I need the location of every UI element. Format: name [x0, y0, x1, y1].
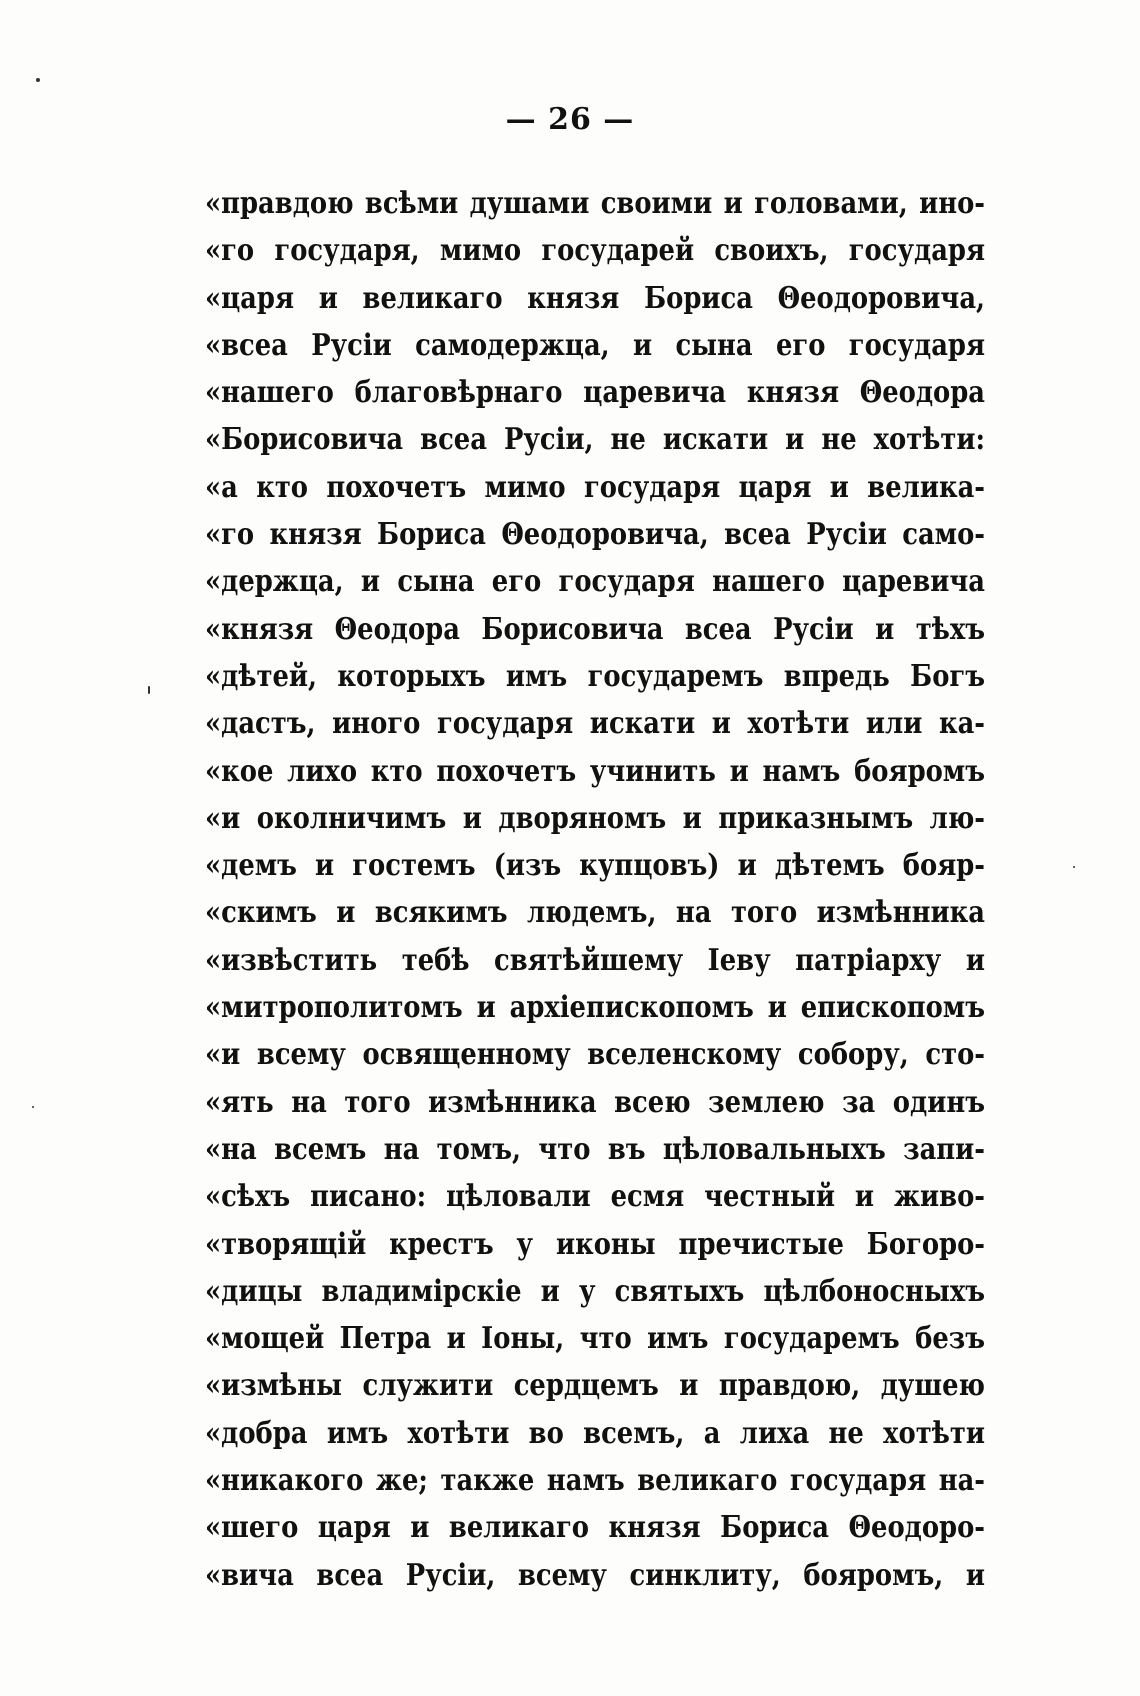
text-line: «Борисовича всеа Русіи, не искати и не хотѣти: — [205, 422, 986, 458]
text-line: «вича всеа Русіи, всему синклиту, бояромъ, и — [205, 1557, 986, 1593]
scan-speck — [36, 78, 40, 82]
text-line: «держца, и сына его государя нашего царевича — [205, 564, 986, 600]
text-line: «правдою всѣми душами своими и головами, ино- — [205, 186, 986, 221]
text-line: «и всему освященному вселенскому собору, сто- — [205, 1037, 986, 1073]
text-line: «ять на того измѣнника всею землею за одинъ — [205, 1084, 986, 1120]
text-line: «дастъ, иного государя искати и хотѣти или ка- — [205, 706, 986, 742]
text-line: «го князя Бориса Θеодоровича, всеа Русіи само- — [205, 517, 986, 553]
text-line: «кое лихо кто похочетъ учинить и намъ бояромъ — [205, 753, 986, 789]
text-line: «царя и великаго князя Бориса Θеодоровича, — [205, 280, 986, 316]
text-line: «добра имъ хотѣти во всемъ, а лиха не хотѣти — [205, 1415, 986, 1451]
scan-speck — [32, 1106, 34, 1108]
text-line: «мощей Петра и Іоны, что имъ государемъ безъ — [205, 1321, 986, 1357]
text-line: «а кто похочетъ мимо государя царя и велика- — [205, 469, 986, 505]
text-line: «никакого же; также намъ великаго государя на- — [205, 1463, 986, 1499]
text-line: «митрополитомъ и архіепископомъ и епископомъ — [205, 990, 986, 1026]
text-line: «творящій крестъ у иконы пречистые Богоро- — [205, 1226, 986, 1262]
text-line: «извѣстить тебѣ святѣйшему Іеву патріарху и — [205, 942, 986, 978]
text-line: «измѣны служити сердцемъ и правдою, душею — [205, 1368, 986, 1404]
text-line: «всеа Русіи самодержца, и сына его государя — [205, 327, 986, 363]
text-line: «скимъ и всякимъ людемъ, на того измѣнника — [205, 895, 986, 931]
text-line: «демъ и гостемъ (изъ купцовъ) и дѣтемъ бояр- — [205, 848, 986, 884]
text-line: «князя Θеодора Борисовича всеа Русіи и тѣхъ — [205, 611, 986, 647]
scan-speck — [148, 686, 150, 694]
text-line: «дѣтей, которыхъ имъ государемъ впредь Богъ — [205, 658, 986, 694]
text-line: «шего царя и великаго князя Бориса Θеодоро- — [205, 1510, 986, 1546]
page-number: — 26 — — [505, 102, 635, 137]
text-line: «дицы владимірскіе и у святыхъ цѣлбоносныхъ — [205, 1273, 986, 1309]
scan-speck — [1073, 866, 1075, 868]
text-line: «сѣхъ писано: цѣловали есмя честный и живо- — [205, 1179, 986, 1215]
text-line: «го государя, мимо государей своихъ, государя — [205, 233, 986, 269]
text-line: «на всемъ на томъ, что въ цѣловальныхъ запи- — [205, 1131, 986, 1167]
text-line: «и околничимъ и дворяномъ и приказнымъ лю- — [205, 800, 986, 836]
text-line: «нашего благовѣрнаго царевича князя Θеодора — [205, 375, 986, 411]
body-text — [205, 180, 985, 1599]
